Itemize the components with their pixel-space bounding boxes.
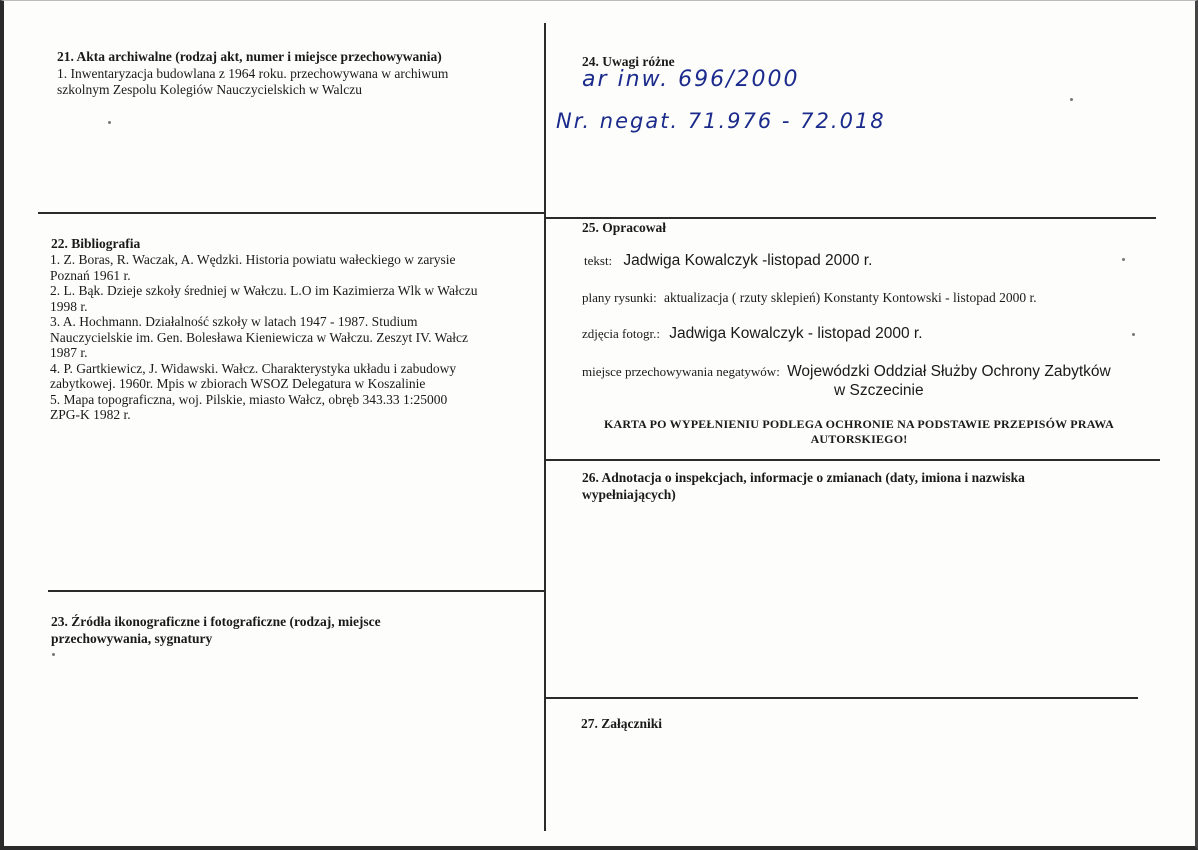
drawings-value: aktualizacja ( rzuty sklepień) Konstanty Kontowski - listopad 2000 r. [664,290,1037,305]
bibliography-line-9: zabytkowej. 1960r. Mpis w zbiorach WSOZ Delegatura w Koszalinie [50,376,426,391]
bibliography-line-3: 2. L. Bąk. Dzieje szkoły średniej w Wałczu. L.O im Kazimierza Wlk w Wałczu [50,283,478,298]
section-21-title: 21. Akta archiwalne (rodzaj akt, numer i miejsce przechowywania) [57,49,442,64]
bibliography-line-8: 4. P. Gartkiewicz, J. Widawski. Wałcz. Charakterystyka układu i zabudowy [50,360,457,376]
photos-value: Jadwiga Kowalczyk - listopad 2000 r. [669,325,923,342]
section-27-title: 27. Załączniki [581,716,663,731]
negatives-storage-value-1: Wojewódzki Oddział Służby Ochrony Zabytków [787,363,1111,380]
section-23-title-line-2: przechowywania, sygnatury [51,631,213,646]
photos-row [582,325,923,343]
bibliography-line-5: 3. A. Hochmann. Działalność szkoły w latach 1947 - 1987. Studium [50,314,418,329]
bibliography-line-6: Nauczycielskie im. Gen. Bolesława Kieniewicza w Wałczu. Zeszyt IV. Wałcz [50,329,469,345]
copyright-notice-line-2: AUTORSKIEGO! [810,432,908,446]
section-21-line-1: 1. Inwentaryzacja budowlana z 1964 roku. przechowywana w archiwum [57,66,449,81]
bibliography-line-11: ZPG-K 1982 r. [50,407,131,422]
center-divider [544,23,546,831]
section-23-title-line-1: 23. Źródła ikonograficzne i fotograficzne (rodzaj, miejsce [51,614,381,629]
copyright-notice [564,417,1154,447]
author-text-row [584,252,872,270]
negatives-storage-row-2 [834,382,924,400]
divider-25-26 [544,459,1160,461]
photos-label: zdjęcia fotogr.: [582,326,660,341]
negatives-storage-value-2: w Szczecinie [834,382,924,399]
section-25-title: 25. Opracował [582,220,666,235]
divider-26-27 [544,697,1138,699]
copyright-notice-line-1: KARTA PO WYPEŁNIENIU PODLEGA OCHRONIE NA PODSTAWIE PRZEPISÓW PRAWA [604,417,1114,431]
scan-speck [1122,258,1125,261]
section-24-title: 24. Uwagi różne [582,54,675,69]
section-22-body [50,252,542,423]
handwritten-inventory-number: ar inw. 696/2000 [582,67,800,92]
section-21-line-2: szkolnym Zespolu Kolegiów Nauczycielskich w Walczu [57,81,362,97]
divider-22-23 [48,590,546,592]
bibliography-line-4: 1998 r. [50,298,88,314]
scan-speck [108,121,111,124]
section-21-body [57,66,527,97]
section-26-title-line-2: wypełniających) [582,487,676,502]
drawings-label: plany rysunki: [582,290,657,305]
divider-21-22 [38,212,546,214]
author-text-label: tekst: [584,253,613,268]
bibliography-line-10: 5. Mapa topograficzna, woj. Pilskie, miasto Wałcz, obręb 343.33 1:25000 [50,391,448,407]
author-text-value: Jadwiga Kowalczyk -listopad 2000 r. [623,252,873,269]
scan-speck [1070,98,1073,101]
drawings-row [582,290,1037,306]
negatives-storage-row [582,363,1111,381]
bibliography-line-2: Poznań 1961 r. [50,267,131,283]
bibliography-line-7: 1987 r. [50,345,88,360]
scan-speck [52,653,55,656]
handwritten-negative-numbers: Nr. negat. 71.976 - 72.018 [556,109,886,133]
negatives-storage-label: miejsce przechowywania negatywów: [582,364,780,379]
bibliography-line-1: 1. Z. Boras, R. Waczak, A. Wędzki. Historia powiatu wałeckiego w zarysie [50,252,456,267]
scan-speck [1132,333,1135,336]
section-22-title: 22. Bibliografia [51,236,141,251]
section-26-title-line-1: 26. Adnotacja o inspekcjach, informacje o zmianach (daty, imiona i nazwiska [582,470,1025,485]
